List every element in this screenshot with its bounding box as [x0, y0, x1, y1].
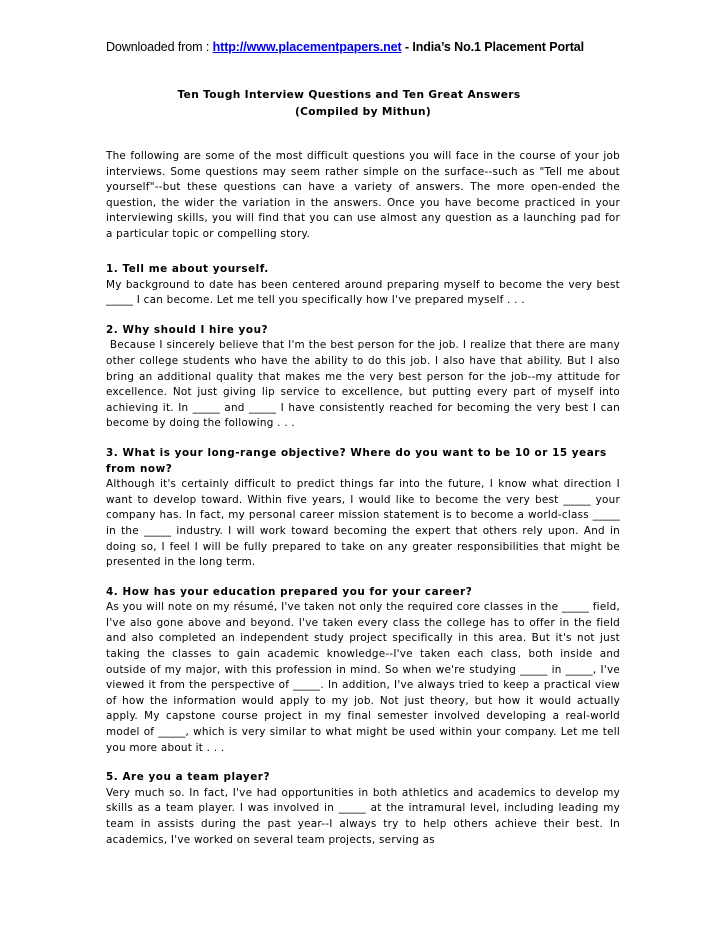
intro-paragraph: The following are some of the most difficult questions you will face in the course of your job interviews. Some questions may seem rather simple on the surface--such as "Tell me about yourself"--but these questions can have a variety of answers. The more open-ended the question, the wider the variation in the answers. Once you have become practiced in your interviewing skills, you will find that you can use almost any question as a launching pad for a particular topic or compelling story.	[106, 150, 620, 240]
title-line-2: (Compiled by Mithun)	[294, 105, 432, 118]
question-heading: 2. Why should I hire you?	[106, 323, 269, 336]
question-heading: 3. What is your long-range objective? Where do you want to be 10 or 15 years from now?	[106, 446, 607, 475]
header-prefix: Downloaded from :	[106, 40, 213, 54]
qa-item-2	[106, 323, 624, 432]
question-heading: 5. Are you a team player?	[106, 771, 271, 784]
answer-paragraph: As you will note on my résumé, I've taken not only the required core classes in the _____ field, I've also gone above and beyond. I've taken every class the college has to offer in the field and also completed an independent study project specifically in this area. But it's not just taking the classes to gain academic knowledge--I've taken each class, both inside and outside of my major, with this profession in mind. So when we're studying _____ in _____, I've viewed it from the perspective of _____. In addition, I've always tried to keep a practical view of how the information would apply to my job. Not just theory, but how it would actually apply. My capstone course project in my final semester involved developing a real-world model of _____, which is very similar to what might be used within your company. Let me tell you more about it . . .	[106, 601, 620, 754]
question-heading: 1. Tell me about yourself.	[106, 263, 269, 275]
qa-list	[106, 262, 624, 862]
title-line-1: Ten Tough Interview Questions and Ten Great Answers	[177, 89, 521, 101]
qa-item-1	[106, 262, 620, 309]
document-title	[106, 87, 620, 120]
download-header	[106, 40, 626, 54]
answer-paragraph: Although it's certainly difficult to predict things far into the future, I know what direction I want to develop toward. Within five years, I would like to become the very best _____ your company has. In fact, my personal career mission statement is to become a world-class _____ in the _____ industry. I will work toward becoming the expert that others rely upon. And in doing so, I feel I will be fully prepared to take on any greater responsibilities that might be presented in the long term.	[106, 478, 620, 569]
qa-item-5	[106, 770, 620, 848]
question-heading: 4. How has your education prepared you for your career?	[106, 585, 473, 598]
header-url-link[interactable]: http://www.placementpapers.net	[212, 40, 402, 54]
qa-item-3	[106, 446, 620, 571]
header-suffix: - India’s No.1 Placement Portal	[401, 40, 585, 54]
qa-item-4	[106, 585, 620, 757]
answer-paragraph: Because I sincerely believe that I'm the best person for the job. I realize that there are many other college students who have the ability to do this job. I also have that ability. But I also bring an additional quality that makes me the very best person for the job--my attitude for excellence. Not just giving lip service to excellence, but putting every part of myself into achieving it. In _____ and _____ I have consistently reached for becoming the very best I can become by doing the following . . .	[106, 339, 624, 430]
answer-paragraph: Very much so. In fact, I've had opportunities in both athletics and academics to develop my skills as a team player. I was involved in _____ at the intramural level, including leading my team in assists during the past year--I always try to help others achieve their best. In academics, I've worked on several team projects, serving as	[106, 786, 620, 846]
answer-paragraph: My background to date has been centered around preparing myself to become the very best _____ I can become. Let me tell you specifically how I've prepared myself . . .	[106, 278, 620, 307]
